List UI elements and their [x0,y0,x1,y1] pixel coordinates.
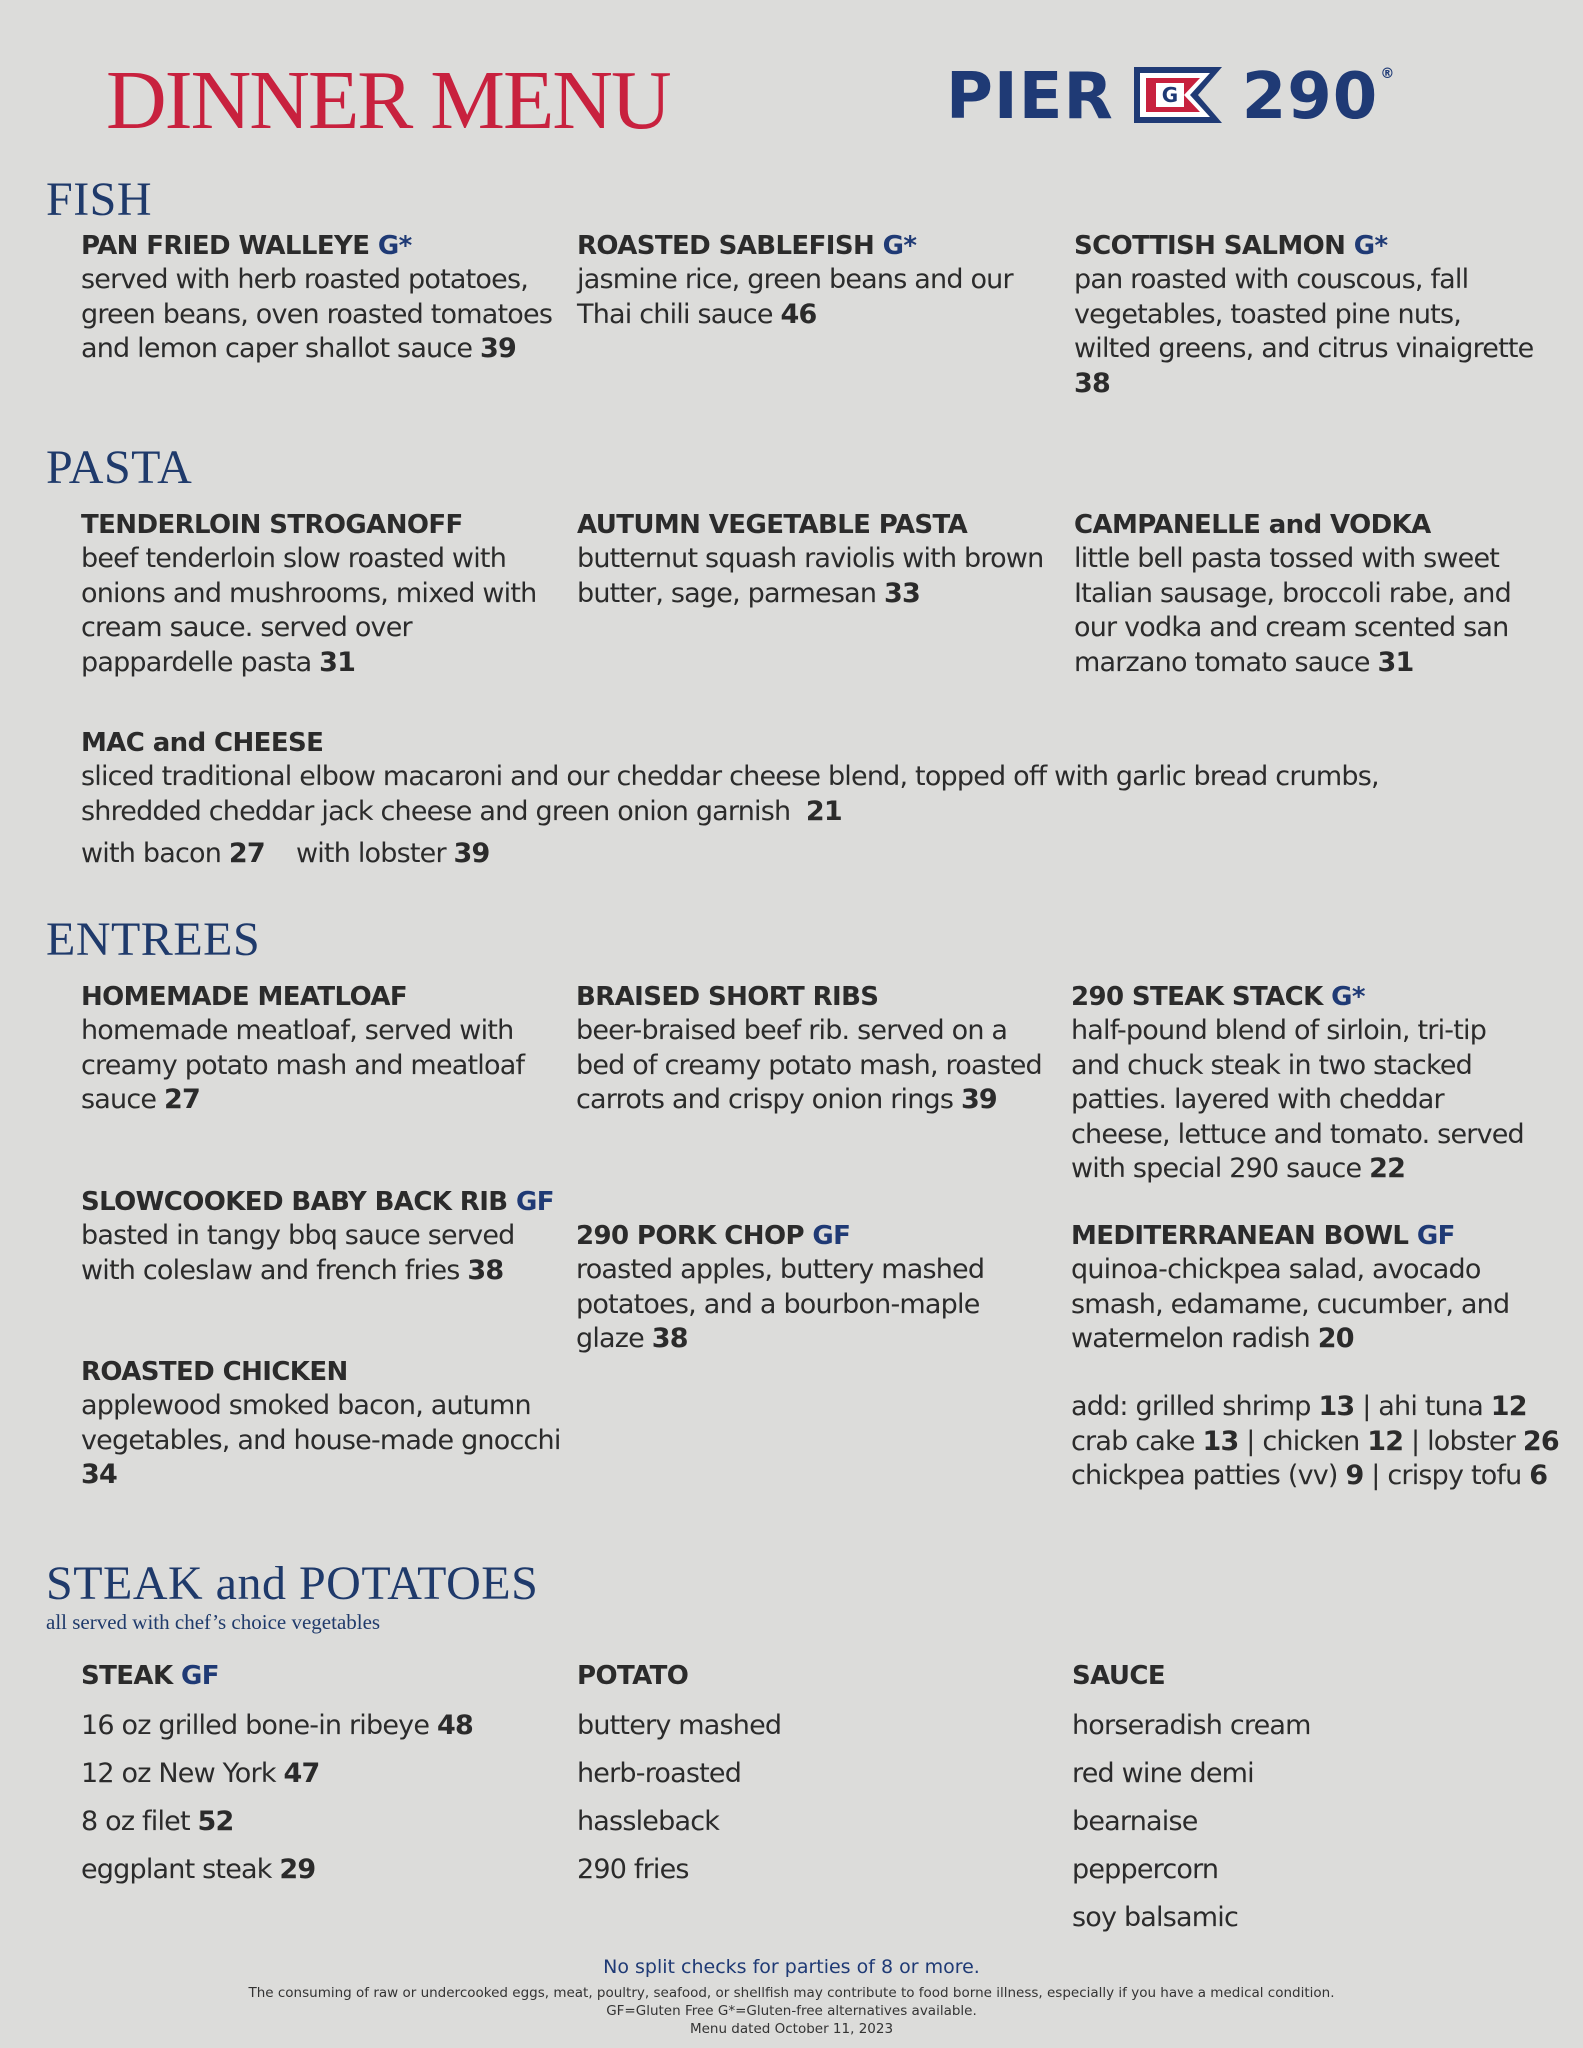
add-ons-line-2: crab cake 13 | chicken 12 | lobster 26 [1071,1425,1559,1457]
item-price: 20 [1317,1323,1354,1354]
item-name: 290 STEAK STACK G* [1071,982,1365,1012]
sauce-option: soy balsamic [1072,1902,1238,1933]
item-description: jasmine rice, green beans and our Thai chili sauce 46 [577,264,1013,330]
menu-title: DINNER MENU [106,54,670,147]
sauce-option: red wine demi [1072,1758,1254,1789]
sauce-column-heading: SAUCE [1072,1661,1166,1691]
item-price: 21 [805,795,842,827]
item-description: applewood smoked bacon, autumn vegetables, and house-made gnocchi 34 [81,1390,561,1490]
steak-option: 8 oz filet 52 [81,1806,234,1837]
registered-mark: ® [1380,66,1395,82]
potato-option: 290 fries [577,1854,689,1885]
item-description: beer-braised beef rib. served on a bed of creamy potato mash, roasted carrots and crispy onion rings 39 [576,1015,1042,1115]
potato-column-heading: POTATO [577,1661,689,1691]
gluten-free-legend: GF=Gluten Free G*=Gluten-free alternatives available. [606,2003,977,2019]
logo-pier-text: PIER [946,60,1114,134]
item-name: MAC and CHEESE [81,728,324,758]
add-ons-line-1: add: grilled shrimp 13 | ahi tuna 12 [1071,1391,1527,1422]
item-tag: GF [515,1187,554,1217]
flag-icon [1132,65,1224,129]
item-price: 38 [1074,367,1110,399]
menu-item-stroganoff [81,508,561,680]
item-name: HOMEMADE MEATLOAF [81,982,408,1012]
menu-item-meatloaf [81,980,561,1118]
steak-column-heading: STEAK GF [81,1661,219,1691]
item-tag: GF [812,1221,851,1251]
menu-item-salmon [1074,229,1534,401]
sauce-option: peppercorn [1072,1854,1219,1885]
section-title-entrees: ENTREES [46,913,261,966]
item-price: 39 [480,333,517,364]
steak-option: eggplant steak 29 [81,1854,316,1885]
item-price: 31 [319,646,356,678]
item-description: butternut squash raviolis with brown butter, sage, parmesan 33 [577,543,1044,609]
item-description: sliced traditional elbow macaroni and our cheddar cheese blend, topped off with garlic bread crumbs, shredded cheddar jack cheese and green onion garnish 21 [81,761,1379,827]
item-tag: GF [180,1661,219,1691]
item-name: CAMPANELLE and VODKA [1074,510,1431,540]
potato-option: hassleback [577,1806,720,1837]
pier-290-logo [946,60,1394,134]
potato-option: buttery mashed [577,1710,782,1741]
item-name: MEDITERRANEAN BOWL GF [1071,1221,1455,1251]
item-name: AUTUMN VEGETABLE PASTA [577,510,968,540]
item-price: 27 [163,1084,200,1115]
food-safety-warning: The consuming of raw or undercooked eggs, meat, poultry, seafood, or shellfish may contribute to food borne illness, especially if you have a medical condition. [248,1985,1335,2001]
item-price: 39 [960,1084,997,1115]
item-description: served with herb roasted potatoes, green beans, oven roasted tomatoes and lemon caper shallot sauce 39 [81,264,553,364]
menu-item-mediterranean-bowl [1071,1219,1531,1357]
menu-item-steak-stack [1071,980,1541,1187]
menu-item-roasted-chicken [81,1355,561,1493]
logo-290-text: 290 [1241,60,1379,134]
add-ons-line-3: chickpea patties (vv) 9 | crispy tofu 6 [1071,1460,1548,1491]
item-name: BRAISED SHORT RIBS [576,982,879,1012]
item-description: pan roasted with couscous, fall vegetables, toasted pine nuts, wilted greens, and citrus vinaigrette 38 [1074,264,1534,399]
item-name: ROASTED CHICKEN [81,1357,348,1387]
item-price: 34 [81,1459,117,1490]
item-description: homemade meatloaf, served with creamy potato mash and meatloaf sauce 27 [81,1015,525,1115]
item-price: 38 [467,1254,504,1286]
item-tag: G* [1353,231,1388,261]
item-name: SCOTTISH SALMON G* [1074,231,1388,261]
mac-variations: with bacon 27 with lobster 39 [81,838,490,869]
flag-letter: G [1161,83,1178,107]
add-ons [1071,1390,1561,1494]
item-tag: GF [1416,1221,1455,1251]
steak-option: 12 oz New York 47 [81,1758,320,1789]
menu-item-short-ribs [576,980,1046,1118]
item-name: SLOWCOOKED BABY BACK RIB GF [81,1187,554,1217]
sauce-option: horseradish cream [1072,1710,1311,1741]
section-subtitle-steak-potatoes: all served with chef’s choice vegetables [46,1610,381,1634]
section-title-steak-potatoes: STEAK and POTATOES [46,1557,539,1610]
item-description: beef tenderloin slow roasted with onions and mushrooms, mixed with cream sauce. served over pappardelle pasta 31 [81,543,537,678]
steak-option: 16 oz grilled bone-in ribeye 48 [81,1710,473,1741]
item-price: 33 [883,577,920,609]
item-name: TENDERLOIN STROGANOFF [81,510,463,540]
item-description: half-pound blend of sirloin, tri-tip and chuck steak in two stacked patties. layered with cheddar cheese, lettuce and tomato. served with special 290 sauce 22 [1071,1015,1524,1184]
menu-item-campanelle [1074,508,1534,680]
item-price: 22 [1369,1153,1406,1184]
section-title-pasta: PASTA [46,441,193,494]
item-tag: G* [1331,982,1365,1012]
item-name: PAN FRIED WALLEYE G* [81,231,412,261]
menu-date: Menu dated October 11, 2023 [689,2021,894,2037]
menu-item-autumn-pasta [577,508,1047,611]
item-tag: G* [882,231,917,261]
menu-item-mac-and-cheese [81,726,1481,872]
item-price: 31 [1377,646,1414,678]
item-name: 290 PORK CHOP GF [576,1221,851,1251]
menu-item-pork-chop [576,1219,1036,1357]
menu-item-walleye [81,229,581,367]
item-description: basted in tangy bbq sauce served with coleslaw and french fries 38 [81,1220,515,1286]
potato-option: herb-roasted [577,1758,742,1789]
item-name: ROASTED SABLEFISH G* [577,231,917,261]
item-price: 46 [780,298,817,330]
item-price: 38 [651,1323,688,1354]
menu-item-sablefish [577,229,1037,332]
item-description: quinoa-chickpea salad, avocado smash, edamame, cucumber, and watermelon radish 20 [1071,1254,1510,1354]
item-description: roasted apples, buttery mashed potatoes, and a bourbon-maple glaze 38 [576,1254,985,1354]
menu-item-baby-back-rib [81,1185,561,1288]
sauce-option: bearnaise [1072,1806,1198,1837]
section-title-fish: FISH [46,173,153,226]
split-check-notice: No split checks for parties of 8 or more. [603,1956,980,1978]
item-description: little bell pasta tossed with sweet Italian sausage, broccoli rabe, and our vodka and cream scented san marzano tomato sauce 31 [1074,543,1511,678]
item-tag: G* [377,231,412,261]
